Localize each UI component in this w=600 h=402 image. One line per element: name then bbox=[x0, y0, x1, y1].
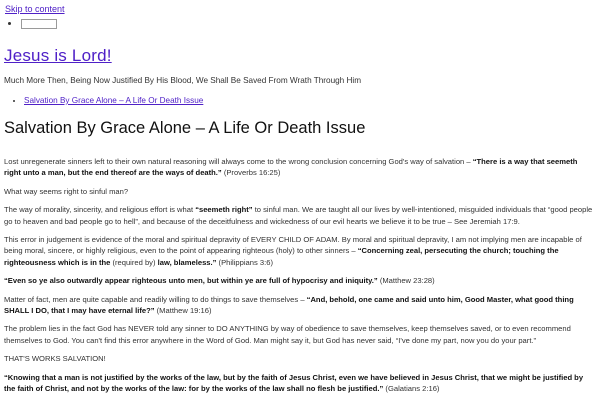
paragraph-1 bbox=[4, 156, 596, 179]
site-title-link[interactable]: Jesus is Lord! bbox=[4, 46, 112, 65]
p4-quote-1: “Concerning zeal, persecuting the church; touching the righteousness which is in the bbox=[4, 246, 559, 267]
paragraph-6 bbox=[4, 294, 596, 317]
p1-quote: “There is a way that seemeth right unto a man, but the end thereof are the ways of death.” bbox=[4, 157, 578, 178]
p1-reference: (Proverbs 16:25) bbox=[221, 168, 281, 178]
p4-mid: (required by) bbox=[110, 257, 158, 267]
p4-quote-2: law, blameless.” bbox=[157, 257, 217, 267]
p3-quote: “seemeth right” bbox=[195, 205, 253, 215]
search-item bbox=[20, 18, 57, 29]
p6-text: Matter of fact, men are quite capable and readily willing to do things to save themselves – bbox=[4, 294, 307, 304]
post-content bbox=[4, 156, 596, 402]
p1-text: Lost unregenerate sinners left to their own natural reasoning will always come to the wrong conclusion concerning God's way of salvation – bbox=[4, 157, 473, 166]
p9-quote: “Knowing that a man is not justified by the works of the law, but by the faith of Jesus Christ, even we have believed in Jesus Christ, that we might be justified by the faith of Christ, and not by the works of the law: for by the works of the law shall no flesh be justified.” bbox=[4, 372, 584, 394]
p5-quote: “Even so ye also outwardly appear righteous unto men, but within ye are full of hypocrisy and iniquity.” bbox=[4, 276, 378, 286]
top-nav bbox=[0, 18, 57, 29]
skip-to-content-link[interactable]: Skip to content bbox=[5, 4, 65, 14]
paragraph-8: THAT'S WORKS SALVATION! bbox=[4, 354, 106, 364]
p3-text-b: to sinful man. We are taught all our lives by well-intentioned, misguided individuals that “good people go to heaven and bad people go to hell”, and because of the deceitfulness and wickedness of our evil hearts we believe it to be true – See Jeremiah 17:9. bbox=[4, 205, 593, 226]
site-tagline: Much More Then, Being Now Justified By His Blood, We Shall Be Saved From Wrath Through Him bbox=[4, 76, 362, 85]
breadcrumb bbox=[0, 96, 203, 105]
breadcrumb-item bbox=[24, 96, 203, 105]
p6-reference: (Matthew 19:16) bbox=[154, 306, 212, 316]
paragraph-7: The problem lies in the fact God has NEVER told any sinner to DO ANYTHING by way of obedience to save themselves, keep themselves saved, or to even recommend themselves to God. You can't find this error anywhere in the Word of God. Man might say it, but God has never said, “I've done my part, now you do your part.” bbox=[4, 324, 571, 345]
p6-quote: “And, behold, one came and said unto him, Good Master, what good thing SHALL I DO, that I may have eternal life?” bbox=[4, 294, 574, 316]
paragraph-2: What way seems right to sinful man? bbox=[4, 186, 129, 196]
p9-reference: (Galatians 2:16) bbox=[383, 384, 440, 394]
breadcrumb-current-link[interactable]: Salvation By Grace Alone – A Life Or Death Issue bbox=[24, 96, 204, 105]
p3-text-a: The way of morality, sincerity, and religious effort is what bbox=[4, 205, 196, 215]
p4-reference: (Philippians 3:6) bbox=[216, 257, 273, 267]
paragraph-5 bbox=[4, 275, 596, 286]
page-title: Salvation By Grace Alone – A Life Or Death Issue bbox=[4, 119, 366, 137]
p5-reference: (Matthew 23:28) bbox=[377, 276, 435, 286]
paragraph-9 bbox=[4, 372, 596, 395]
paragraph-3 bbox=[4, 204, 596, 227]
search-input[interactable] bbox=[21, 19, 57, 29]
paragraph-4 bbox=[4, 234, 596, 268]
p4-text: This error in judgement is evidence of the moral and spiritual depravity of EVERY CHILD OF ADAM. By moral and spiritual depravity, I am not implying men are incapable of being moral, sincere, or highly religious, even to the point of appearing righteous (holy) to other sinners – bbox=[4, 235, 582, 256]
site-title bbox=[4, 46, 112, 66]
